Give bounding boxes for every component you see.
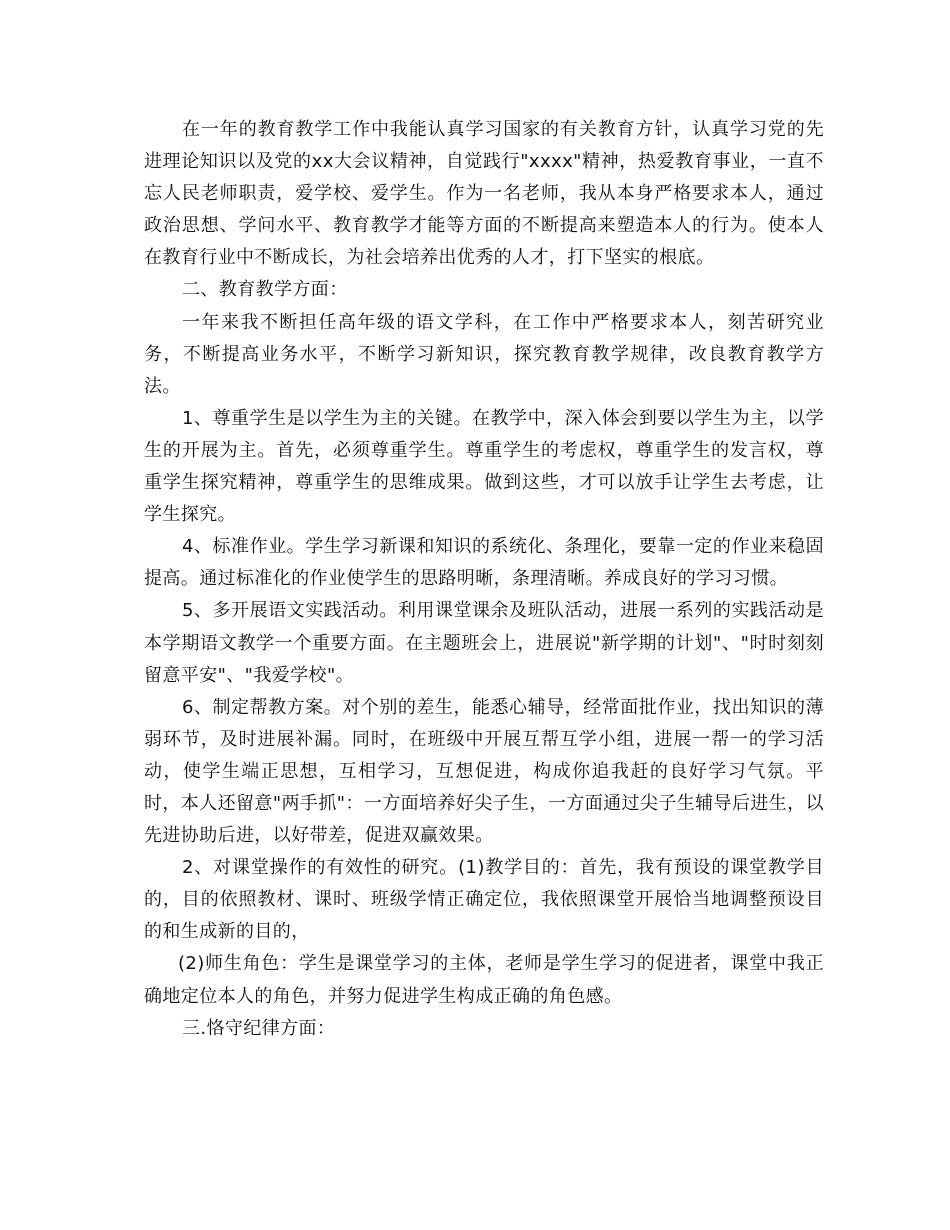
- paragraph-item-4: 4、标准作业。学生学习新课和知识的系统化、条理化，要靠一定的作业来稳固提高。通过标准化的作业使学生的思路明晰，条理清晰。养成良好的学习习惯。: [144, 536, 824, 590]
- paragraph-item-6: 6、制定帮教方案。对个别的差生，能悉心辅导，经常面批作业，找出知识的薄弱环节，及时进展补漏。同时，在班级中开展互帮互学小组，进展一帮一的学习活动，使学生端正思想，互相学习，互想促进，构成你追我赶的良好学习气氛。平时，本人还留意"两手抓"：一方面培养好尖子生，一方面通过尖子生辅导后进生，以先进协助后进，以好带差，促进双赢效果。: [144, 696, 824, 847]
- paragraph-item-1: 1、尊重学生是以学生为主的关键。在教学中，深入体会到要以学生为主，以学生的开展为主。首先，必须尊重学生。尊重学生的考虑权，尊重学生的发言权，尊重学生探究精神，尊重学生的思维成果。做到这些，才可以放手让学生去考虑，让学生探究。: [144, 407, 824, 526]
- paragraph-item-5: 5、多开展语文实践活动。利用课堂课余及班队活动，进展一系列的实践活动是本学期语文教学一个重要方面。在主题班会上，进展说"新学期的计划"、"时时刻刻留意平安"、"我爱学校"。: [144, 600, 824, 686]
- paragraph-item-2: 2、对课堂操作的有效性的研究。(1)教学目的：首先，我有预设的课堂教学目的，目的依照教材、课时、班级学情正确定位，我依照课堂开展恰当地调整预设目的和生成新的目的，: [144, 857, 824, 943]
- section-heading-teaching: 二、教育教学方面：: [182, 279, 348, 301]
- section-heading-discipline: 三.恪守纪律方面：: [182, 1017, 336, 1039]
- paragraph-intro: 在一年的教育教学工作中我能认真学习国家的有关教育方针，认真学习党的先进理论知识以及党的xx大会议精神，自觉践行"xxxx"精神，热爱教育事业，一直不忘人民老师职责，爱学校、爱学生。作为一名老师，我从本身严格要求本人，通过政治思想、学问水平、教育教学才能等方面的不断提高来塑造本人的行为。使本人在教育行业中不断成长，为社会培养出优秀的人才，打下坚实的根底。: [144, 119, 824, 269]
- paragraph-teacher-student-roles: (2)师生角色：学生是课堂学习的主体，老师是学生学习的促进者，课堂中我正确地定位本人的角色，并努力促进学生构成正确的角色感。: [144, 953, 824, 1007]
- paragraph-teaching-overview: 一年来我不断担任高年级的语文学科，在工作中严格要求本人，刻苦研究业务，不断提高业务水平，不断学习新知识，探究教育教学规律，改良教育教学方法。: [144, 311, 824, 397]
- document-body: [144, 114, 824, 1045]
